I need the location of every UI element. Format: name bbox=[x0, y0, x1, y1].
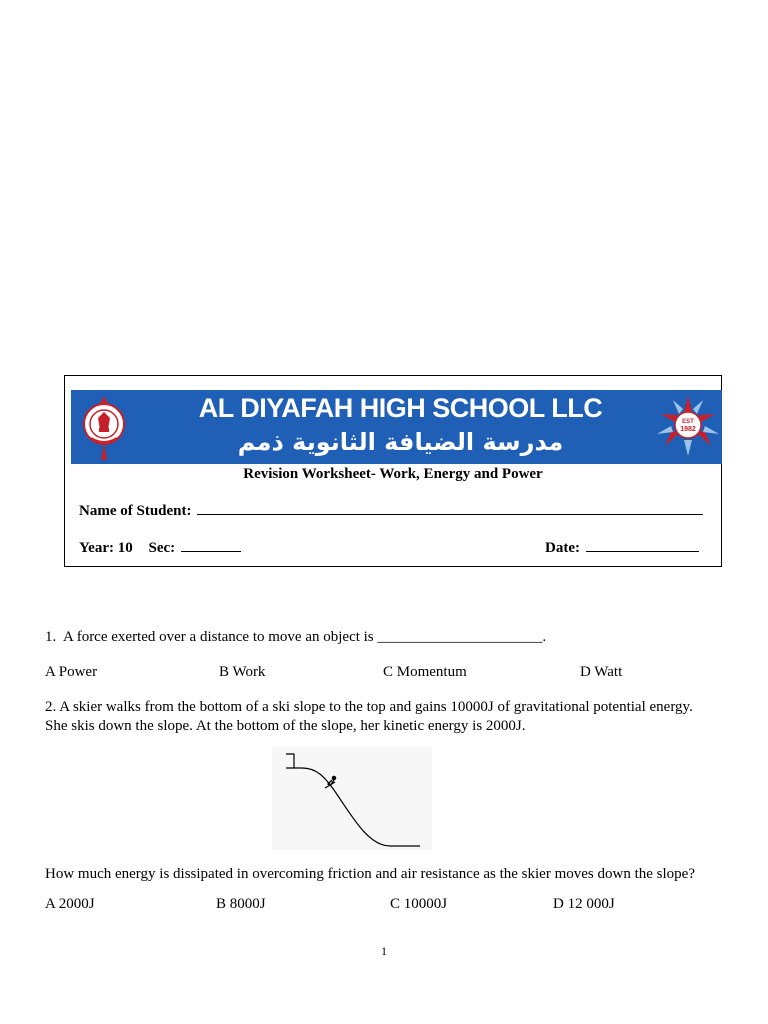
name-label: Name of Student: bbox=[79, 503, 192, 519]
school-banner bbox=[71, 390, 722, 464]
q2-option-d[interactable]: D 12 000J bbox=[553, 896, 615, 912]
question-2-text-line-1: A skier walks from the bottom of a ski slope to the top and gains 10000J of gravitational potential energy. bbox=[59, 699, 693, 715]
worksheet-title: Revision Worksheet- Work, Energy and Power bbox=[243, 466, 543, 482]
date-label: Date: bbox=[545, 540, 580, 556]
q1-option-d[interactable]: D Watt bbox=[580, 664, 623, 680]
question-2-prompt: How much energy is dissipated in overcoming friction and air resistance as the skier moves down the slope? bbox=[45, 866, 695, 882]
school-name-english: AL DIYAFAH HIGH SCHOOL LLC bbox=[198, 393, 603, 423]
year-label: Year: 10 bbox=[79, 540, 133, 556]
question-2-text-line-2: She skis down the slope. At the bottom of the slope, her kinetic energy is 2000J. bbox=[45, 718, 526, 734]
ski-slope-diagram bbox=[272, 746, 432, 850]
sec-input-line[interactable] bbox=[181, 537, 241, 552]
question-2-line-1 bbox=[45, 698, 693, 717]
school-name-arabic: مدرسة الضيافة الثانوية ذمم bbox=[237, 428, 564, 456]
q2-option-c[interactable]: C 10000J bbox=[390, 896, 448, 912]
name-field-row bbox=[79, 500, 703, 521]
logo-est-text: EST bbox=[682, 419, 694, 425]
q2-option-b[interactable]: B 8000J bbox=[216, 896, 266, 912]
year-sec-row bbox=[79, 537, 241, 558]
q2-option-a[interactable]: A 2000J bbox=[45, 896, 95, 912]
name-input-line[interactable] bbox=[197, 500, 703, 515]
q1-option-c[interactable]: C Momentum bbox=[383, 664, 467, 680]
q1-option-a[interactable]: A Power bbox=[45, 664, 98, 680]
question-1 bbox=[45, 628, 546, 647]
logo-year-text: 1982 bbox=[680, 426, 696, 433]
sec-label: Sec: bbox=[148, 540, 176, 556]
question-1-text: A force exerted over a distance to move an object is ______________________. bbox=[62, 629, 547, 645]
q1-option-b[interactable]: B Work bbox=[219, 664, 266, 680]
question-1-number: 1. bbox=[45, 629, 57, 645]
question-2-number: 2. bbox=[45, 699, 57, 715]
page-number: 1 bbox=[381, 944, 387, 958]
date-input-line[interactable] bbox=[586, 537, 699, 552]
date-field-row bbox=[545, 537, 699, 558]
est-1982-right-logo bbox=[655, 394, 721, 458]
